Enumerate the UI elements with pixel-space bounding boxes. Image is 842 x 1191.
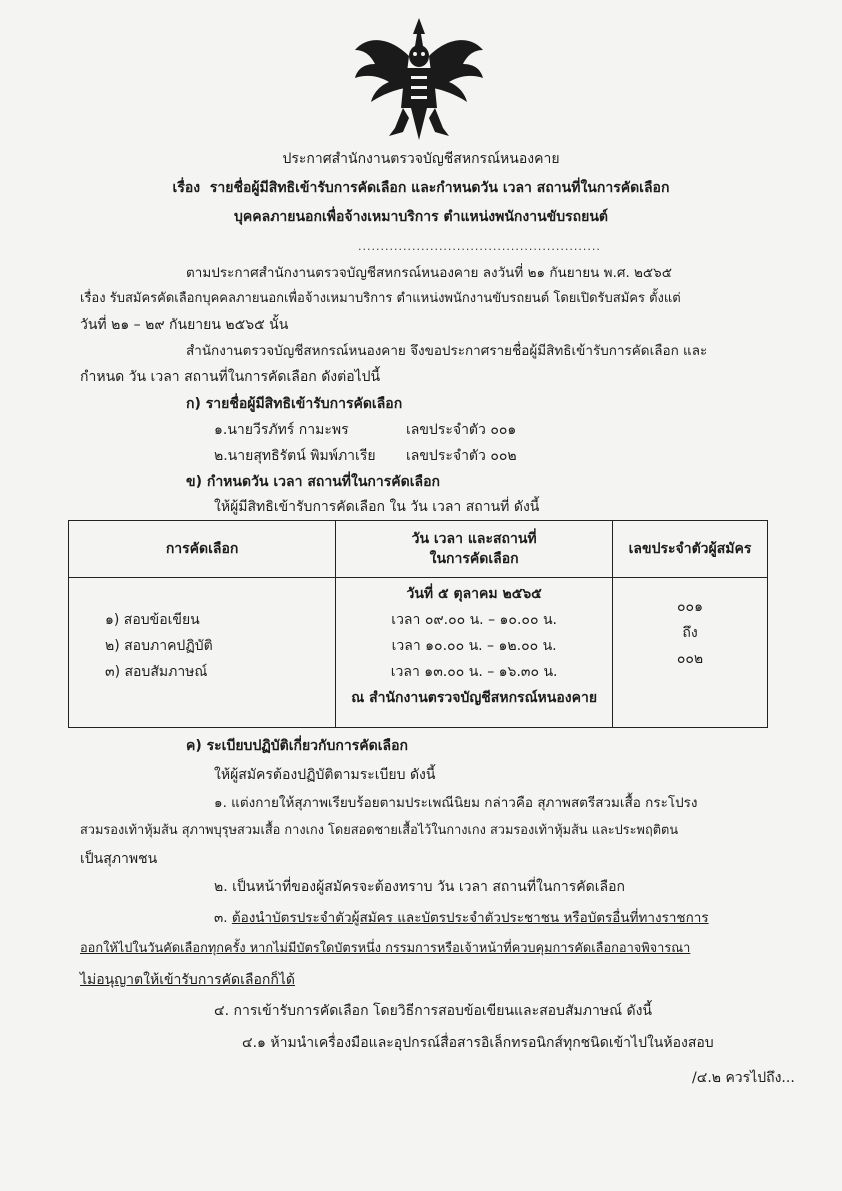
paragraph-2-line-1: สำนักงานตรวจบัญชีสหกรณ์หนองคาย จึงขอประกาศรายชื่อผู้มีสิทธิเข้ารับการคัดเลือก และ: [186, 343, 708, 359]
rules-intro: ให้ผู้สมัครต้องปฏิบัติตามระเบียบ ดังนี้: [214, 767, 436, 783]
rule-2: ๒. เป็นหน้าที่ของผู้สมัครจะต้องทราบ วัน เวลา สถานที่ในการคัดเลือก: [214, 879, 626, 895]
exam-time-2: เวลา ๑๐.๐๐ น. – ๑๒.๐๐ น.: [391, 638, 557, 654]
rule-4: ๔. การเข้ารับการคัดเลือก โดยวิธีการสอบข้อเขียนและสอบสัมภาษณ์ ดังนี้: [214, 1003, 653, 1019]
table-header-row: [69, 521, 768, 578]
announcement-title: ประกาศสำนักงานตรวจบัญชีสหกรณ์หนองคาย: [282, 151, 560, 167]
exam-location: ณ สำนักงานตรวจบัญชีสหกรณ์หนองคาย: [351, 690, 598, 706]
rule-3-line-3: ไม่อนุญาตให้เข้ารับการคัดเลือกก็ได้: [80, 972, 295, 988]
exam-item-1: ๑) สอบข้อเขียน: [105, 612, 200, 628]
exam-time-1: เวลา ๐๙.๐๐ น. – ๑๐.๐๐ น.: [391, 612, 557, 628]
subject-line-1: [0, 179, 842, 197]
rule-3-text-1: ต้องนำบัตรประจำตัวผู้สมัคร และบัตรประจำตัวประชาชน หรือบัตรอื่นที่ทางราชการ: [231, 910, 709, 926]
id-start: ๐๐๑: [677, 599, 703, 615]
exam-item-3: ๓) สอบสัมภาษณ์: [105, 664, 208, 680]
title-divider: ......................................................: [358, 240, 601, 253]
id-to: ถึง: [682, 625, 698, 641]
section-b-heading: ข) กำหนดวัน เวลา สถานที่ในการคัดเลือก: [186, 474, 440, 490]
table-body-row: [69, 578, 768, 728]
candidate-2-id: เลขประจำตัว ๐๐๒: [406, 448, 517, 464]
exam-time-3: เวลา ๑๓.๐๐ น. – ๑๖.๓๐ น.: [390, 664, 558, 680]
section-b-intro: ให้ผู้มีสิทธิเข้ารับการคัดเลือก ใน วัน เวลา สถานที่ ดังนี้: [214, 499, 540, 515]
paragraph-1-line-1: ตามประกาศสำนักงานตรวจบัญชีสหกรณ์หนองคาย ลงวันที่ ๒๑ กันยายน พ.ศ. ๒๕๖๕: [186, 265, 672, 281]
rule-1-line-2: สวมรองเท้าหุ้มส้น สุภาพบุรุษสวมเสื้อ กางเกง โดยสอดชายเสื้อไว้ในกางเกง สวมรองเท้าหุ้มส้น และประพฤติตน: [80, 823, 679, 838]
subject-line-2: บุคคลภายนอกเพื่อจ้างเหมาบริการ ตำแหน่งพนักงานขับรถยนต์: [234, 209, 608, 225]
exam-date: วันที่ ๕ ตุลาคม ๒๕๖๕: [406, 586, 542, 602]
section-a-heading: ก) รายชื่อผู้มีสิทธิเข้ารับการคัดเลือก: [186, 396, 403, 412]
garuda-emblem-icon: [349, 16, 489, 144]
section-c-heading: ค) ระเบียบปฏิบัติเกี่ยวกับการคัดเลือก: [186, 738, 408, 754]
header-exam: การคัดเลือก: [69, 521, 336, 578]
datetime-list: [336, 578, 613, 728]
candidate-1-name: ๑.นายวีรภัทร์ กามะพร: [214, 422, 349, 438]
header-datetime-line-1: วัน เวลา และสถานที่: [411, 531, 537, 547]
header-datetime-line-2: ในการคัดเลือก: [429, 551, 519, 567]
paragraph-1-line-2: เรื่อง รับสมัครคัดเลือกบุคคลภายนอกเพื่อจ้างเหมาบริการ ตำแหน่งพนักงานขับรถยนต์ โดยเปิดรับสมัคร ตั้งแต่: [80, 291, 681, 306]
schedule-table: [68, 520, 768, 728]
id-end: ๐๐๒: [676, 651, 704, 667]
rule-3-line-1: [214, 909, 709, 927]
header-applicant-id: เลขประจำตัวผู้สมัคร: [613, 521, 768, 578]
rule-4-1: ๔.๑ ห้ามนำเครื่องมือและอุปกรณ์สื่อสารอิเล็กทรอนิกส์ทุกชนิดเข้าไปในห้องสอบ: [242, 1035, 714, 1051]
applicant-id-range: [613, 578, 768, 728]
rule-3-number: ๓.: [214, 910, 228, 926]
exam-item-2: ๒) สอบภาคปฏิบัติ: [105, 638, 213, 654]
subject-text-1: รายชื่อผู้มีสิทธิเข้ารับการคัดเลือก และกำหนดวัน เวลา สถานที่ในการคัดเลือก: [209, 180, 670, 196]
rule-3-line-2: ออกให้ไปในวันคัดเลือกทุกครั้ง หากไม่มีบัตรใดบัตรหนึ่ง กรรมการหรือเจ้าหน้าที่ควบคุมการคัดเลือกอาจพิจารณา: [80, 941, 691, 956]
candidate-2-name: ๒.นายสุทธิรัตน์ พิมพ์ภาเรีย: [214, 448, 376, 464]
candidate-1-id: เลขประจำตัว ๐๐๑: [406, 422, 517, 438]
paragraph-2-line-2: กำหนด วัน เวลา สถานที่ในการคัดเลือก ดังต่อไปนี้: [80, 369, 381, 385]
subject-label: เรื่อง: [172, 180, 201, 196]
rule-1-line-3: เป็นสุภาพชน: [80, 851, 158, 867]
exam-list: [69, 578, 336, 728]
header-datetime: [336, 521, 613, 578]
rule-1-line-1: ๑. แต่งกายให้สุภาพเรียบร้อยตามประเพณีนิยม กล่าวคือ สุภาพสตรีสวมเสื้อ กระโปรง: [214, 795, 698, 811]
continuation-note: /๔.๒ ควรไปถึง...: [692, 1070, 795, 1086]
paragraph-1-line-3: วันที่ ๒๑ – ๒๙ กันยายน ๒๕๖๕ นั้น: [80, 317, 289, 333]
